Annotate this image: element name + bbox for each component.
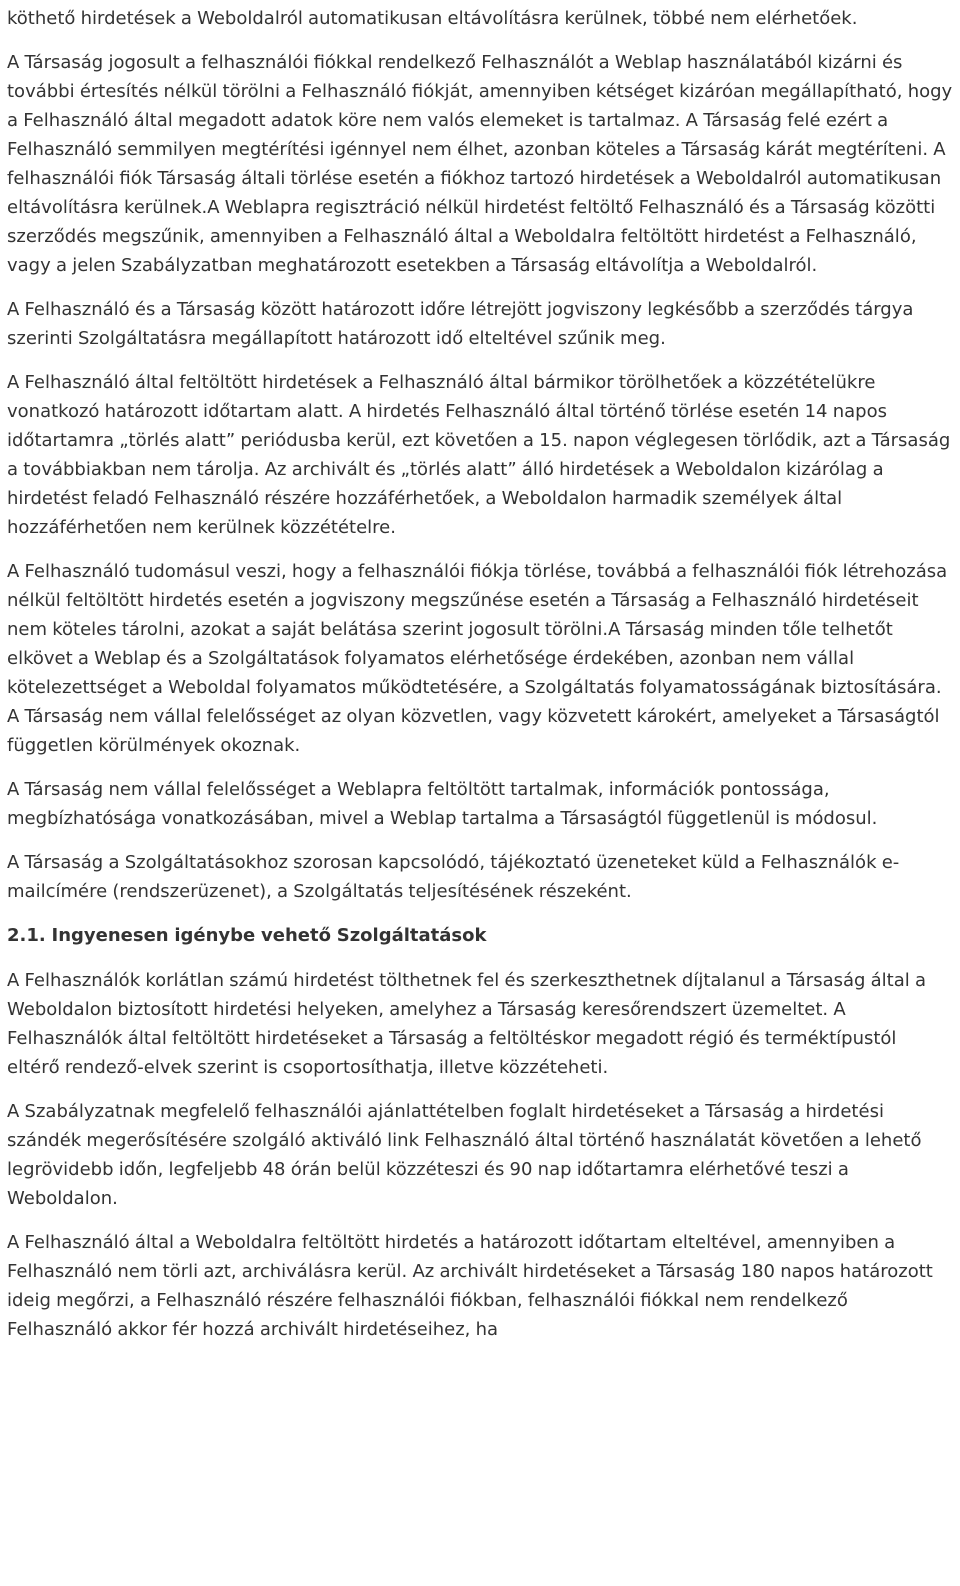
section-heading: 2.1. Ingyenesen igénybe vehető Szolgáltatások [7,925,487,946]
paragraph-account-exclusion: A Társaság jogosult a felhasználói fiókkal rendelkező Felhasználót a Weblap használatából kizárni és további értesítés nélkül törölni a Felhasználó fiókját, amennyiben kétséget kizáróan megállapítható, hogy a Felhasználó által megadott adatok köre nem valós elemeket is tartalmaz. A Társaság felé ezért a Felhasználó semmilyen megtérítési igénnyel nem élhet, azonban köteles a Társaság kárát megtéríteni. A felhasználói fiók Társaság általi törlése esetén a fiókhoz tartozó hirdetések a Weboldalról automatikusan eltávolításra kerülnek.A Weblapra regisztráció nélkül hirdetést feltöltő Felhasználó és a Társaság közötti szerződés megszűnik, amennyiben a Felhasználó által a Weboldalra feltöltött hirdetést a Felhasználó, vagy a jelen Szabályzatban meghatározott esetekben a Társaság eltávolítja a Weboldalról. [7,52,953,276]
paragraph-ad-deletion: A Felhasználó által feltöltött hirdetések a Felhasználó által bármikor törölhetőek a közzétételükre vonatkozó határozott időtartam alatt. A hirdetés Felhasználó által történő törlése esetén 14 napos időtartamra „törlés alatt” periódusba kerül, ezt követően a 15. napon véglegesen törlődik, azt a Társaság a továbbiakban nem tárolja. Az archivált és „törlés alatt” álló hirdetések a Weboldalon kizárólag a hirdetést feladó Felhasználó részére hozzáférhetőek, a Weboldalon harmadik személyek által hozzáférhetően nem kerülnek közzétételre. [7,372,951,538]
paragraph-fixed-term: A Felhasználó és a Társaság között határozott időre létrejött jogviszony legkésőbb a szerződés tárgya szerinti Szolgáltatásra megállapított határozott idő elteltével szűnik meg. [7,299,914,349]
paragraph-free-ads: A Felhasználók korlátlan számú hirdetést tölthetnek fel és szerkeszthetnek díjtalanul a Társaság által a Weboldalon biztosított hirdetési helyeken, amelyhez a Társaság keresőrendszert üzemeltet. A Felhasználók által feltöltött hirdetéseket a Társaság a feltöltéskor megadott régió és terméktípustól eltérő rendező-elvek szerint is csoportosíthatja, illetve közzéteheti. [7,970,927,1078]
paragraph-publication: A Szabályzatnak megfelelő felhasználói ajánlattételben foglalt hirdetéseket a Társaság a hirdetési szándék megerősítésére szolgáló aktiváló link Felhasználó által történő használatát követően a lehető legrövidebb időn, legfeljebb 48 órán belül közzéteszi és 90 nap időtartamra elérhetővé teszi a Weboldalon. [7,1101,922,1209]
paragraph-archiving: A Felhasználó által a Weboldalra feltöltött hirdetés a határozott időtartam elteltével, amennyiben a Felhasználó nem törli azt, archiválásra kerül. Az archivált hirdetéseket a Társaság 180 napos határozott ideig megőrzi, a Felhasználó részére felhasználói fiókban, felhasználói fiókkal nem rendelkező Felhasználó akkor fér hozzá archivált hirdetéseihez, ha [7,1232,933,1340]
paragraph-system-messages: A Társaság a Szolgáltatásokhoz szorosan kapcsolódó, tájékoztató üzeneteket küld a Felhasználók e-mailcímére (rendszerüzenet), a Szolgáltatás teljesítésének részeként. [7,852,900,902]
paragraph-storage-liability: A Felhasználó tudomásul veszi, hogy a felhasználói fiókja törlése, továbbá a felhasználói fiók létrehozása nélkül feltöltött hirdetés esetén a jogviszony megszűnése esetén a Társaság a Felhasználó hirdetéseit nem köteles tárolni, azokat a saját belátása szerint jogosult törölni.A Társaság minden tőle telhetőt elkövet a Weblap és a Szolgáltatások folyamatos elérhetősége érdekében, azonban nem vállal kötelezettséget a Weboldal folyamatos működtetésére, a Szolgáltatás folyamatosságának biztosítására. A Társaság nem vállal felelősséget az olyan közvetlen, vagy közvetett károkért, amelyeket a Társaságtól független körülmények okoznak. [7,561,948,756]
paragraph-continuation: köthető hirdetések a Weboldalról automatikusan eltávolításra kerülnek, többé nem elérhetőek. [7,8,858,29]
document-body [7,4,953,1359]
paragraph-content-accuracy: A Társaság nem vállal felelősséget a Weblapra feltöltött tartalmak, információk pontossága, megbízhatósága vonatkozásában, mivel a Weblap tartalma a Társaságtól függetlenül is módosul. [7,779,878,829]
